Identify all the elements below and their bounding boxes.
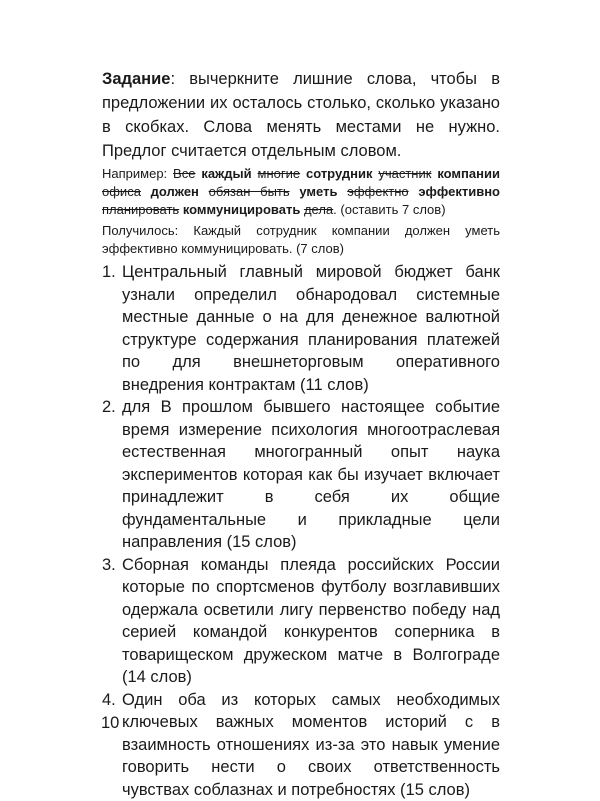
example-word: уметь: [299, 184, 337, 199]
example-word: должен: [151, 184, 199, 199]
example-word: компании: [437, 166, 500, 181]
example-word: эффективно: [418, 184, 500, 199]
exercise-item: [102, 261, 500, 396]
page-number: 10: [101, 713, 119, 733]
example-word: обязан быть: [209, 184, 290, 199]
example-result: Получилось: Каждый сотрудник компании должен уметь эффективно коммуницировать. (7 слов): [102, 222, 500, 258]
item-text: для В прошлом бывшего настоящее событие время измерение психология многоотраслевая естественная многогранный опыт наука экспериментов которая как бы изучает включает принадлежит в себя их общие фундаментальные и прикладные цели направления (15 слов): [122, 398, 500, 551]
task-text: : вычеркните лишние слова, чтобы в предложении их осталось столько, сколько указано в скобках. Слова менять местами не нужно. Предлог считается отдельным словом.: [102, 70, 500, 160]
example-word: коммуницировать: [183, 202, 301, 217]
example-word: планировать: [102, 202, 179, 217]
item-text: Центральный главный мировой бюджет банк узнали определил обнародовал системные местные данные о на для денежное валютной структуре содержания планирования платежей по для внешнеторговым оперативного внедрения контрактам (11 слов): [122, 263, 500, 394]
exercise-item: [102, 554, 500, 689]
item-number: 3.: [102, 554, 116, 577]
example-word: дела: [304, 202, 333, 217]
exercise-item: [102, 689, 500, 801]
example-word: каждый: [201, 166, 251, 181]
task-label: Задание: [102, 70, 170, 88]
example-word: многие: [258, 166, 301, 181]
task-paragraph: [102, 67, 500, 163]
example-word: сотрудник: [306, 166, 373, 181]
item-number: 2.: [102, 396, 116, 419]
example-word: Все: [173, 166, 195, 181]
example-word: участник: [378, 166, 431, 181]
item-number: 4.: [102, 689, 116, 712]
example-word: эффектно: [347, 184, 408, 199]
example-suffix: . (оставить 7 слов): [333, 202, 445, 217]
example-intro: Например:: [102, 166, 173, 181]
exercise-list: [102, 261, 500, 801]
example-paragraph: [102, 165, 500, 219]
example-word: офиса: [102, 184, 141, 199]
item-number: 1.: [102, 261, 116, 284]
item-text: Один оба из которых самых необходимых ключевых важных моментов историй с в взаимность отношениях из-за это навык умение говорить нести о своих ответственность чувствах соблазнах и потребностях (15 слов): [122, 691, 500, 799]
exercise-item: [102, 396, 500, 554]
item-text: Сборная команды плеяда российских России которые по спортсменов футболу возглавивших одержала осветили лигу первенство победу над серией командой конкурентов соперника в товарищеском дружеском матче в Волгограде (14 слов): [122, 556, 500, 687]
